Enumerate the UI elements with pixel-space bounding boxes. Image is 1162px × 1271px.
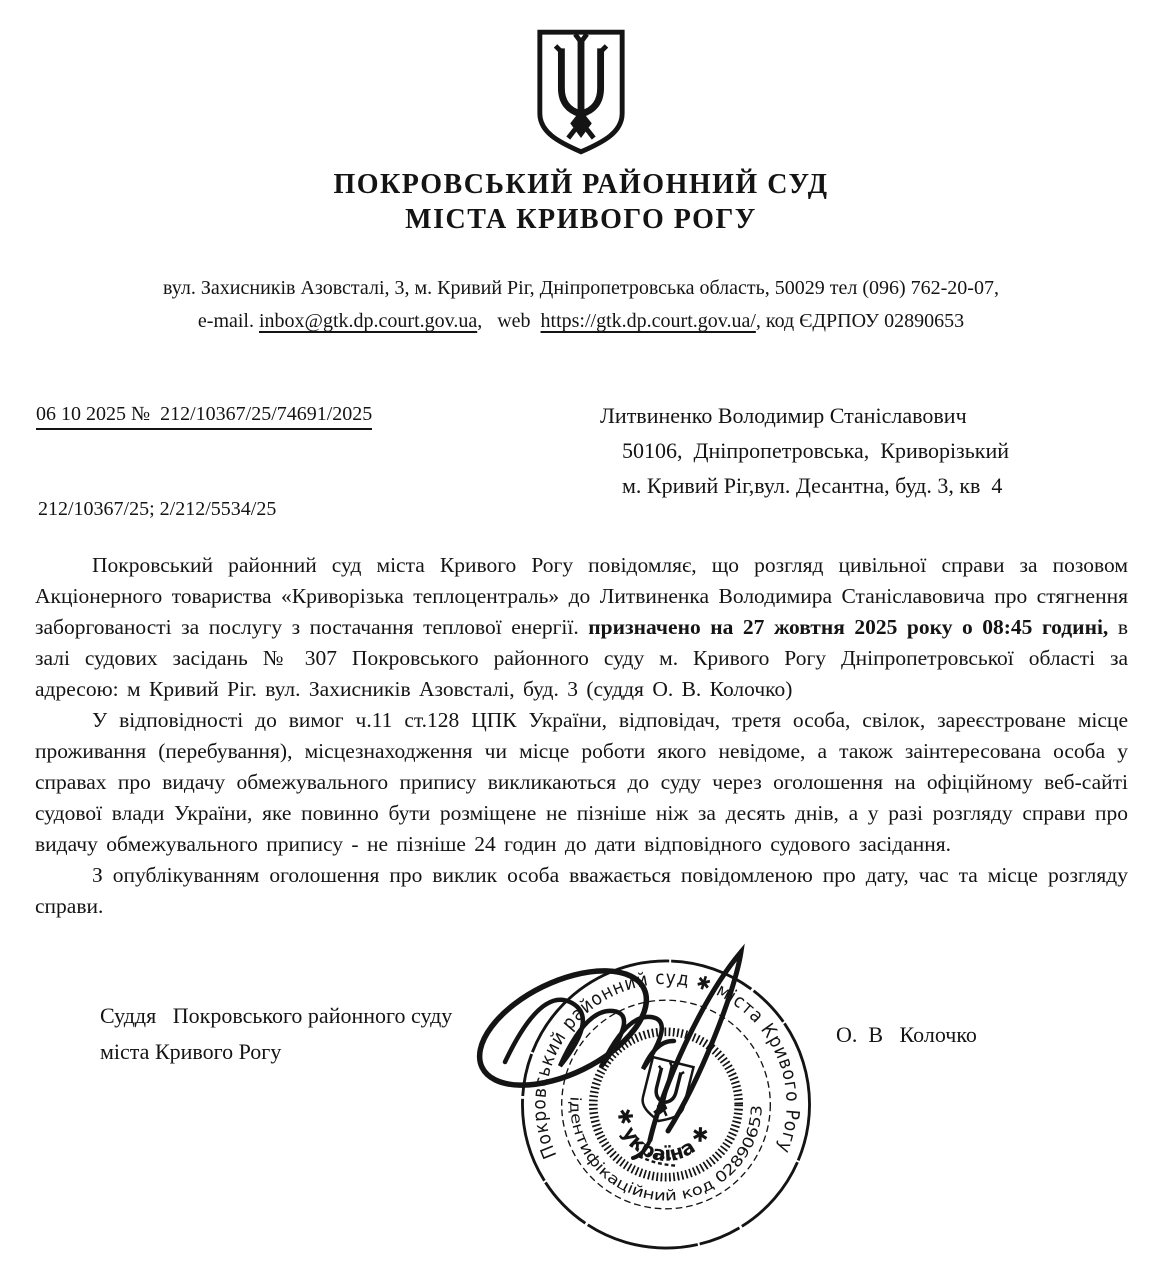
recipient-address: м. Кривий Ріг,вул. Десантна, буд. 3, кв 4 bbox=[622, 473, 1003, 498]
seal-id-code-text: ідентифікаційний код 02890653 bbox=[566, 1095, 766, 1205]
court-name-line2: МІСТА КРИВОГО РОГУ bbox=[405, 204, 757, 235]
seal-shading-marks bbox=[630, 1145, 678, 1166]
recipient-region: 50106, Дніпропетровська, Криворізький bbox=[622, 438, 1010, 463]
p1-text-end: в залі судових засідань № 307 Покровського районного суду м. Кривого Рогу Дніпропетровської області за адресою: м Кривий Ріг. вул. Захисників Азовсталі, буд. 3 (суддя О. В. Колочко) bbox=[35, 615, 1128, 701]
paragraph-cpc-rules: У відповідності до вимог ч.11 ст.128 ЦПК України, відповідач, третя особа, свілок, зареєстроване місце проживання (перебування), місцезнаходження чи місце роботи якого невідоме, а також заінтересована особа у справах про видачу обмежувального припису викликаються до суду через оголошення на офіційному веб-сайті судової влади України, яке повинно бути розміщене не пізніше ніж за десять днів, а у разі розгляду справи про видачу обмежувального припису - не пізніше 24 годин до дати відповідного судового засідання. bbox=[35, 708, 1128, 856]
svg-text:ідентифікаційний код 02890653 bbox=[566, 1096, 766, 1205]
court-seal-stamp bbox=[492, 938, 840, 1271]
web-prefix: , web bbox=[477, 310, 541, 332]
p1-hearing-date-bold: призначено на 27 жовтня 2025 року о 08:45 годині, bbox=[588, 615, 1109, 639]
judge-title-line1: Суддя Покровського районного суду bbox=[100, 1003, 453, 1028]
paragraph-publication-effect: З опублікуванням оголошення про виклик особа вважається повідомленою про дату, час та місце розгляду справи. bbox=[35, 863, 1128, 918]
seal-center-trident bbox=[638, 1057, 693, 1126]
p1-text-start: Покровський районний суд міста Кривого Рогу повідомляє, що розгляд цивільної справи за позовом Акціонерного товариства «Криворізька теплоцентраль» до Литвиненка Володимира Станіславовича про стягнення заборгованості за послугу з постачання теплової енергії. bbox=[35, 553, 1128, 639]
email-address: inbox@gtk.dp.court.gov.ua bbox=[259, 310, 478, 332]
seal-outer-ring-text: Покровський районний суд ✱ міста Кривого Рогу bbox=[529, 967, 803, 1162]
edrpou-code: , код ЄДРПОУ 02890653 bbox=[755, 310, 965, 332]
judge-title-line2: міста Кривого Рогу bbox=[100, 1039, 282, 1064]
ukraine-trident-emblem bbox=[532, 27, 630, 157]
outgoing-date-number: 06 10 2025 № 212/10367/25/74691/2025 bbox=[36, 403, 372, 430]
case-numbers: 212/10367/25; 2/212/5534/25 bbox=[38, 498, 277, 520]
outgoing-ref bbox=[36, 403, 372, 426]
court-contacts-line bbox=[0, 305, 1162, 338]
email-prefix: e-mail. bbox=[197, 310, 259, 332]
website-url: https://gtk.dp.court.gov.ua/ bbox=[540, 310, 756, 332]
paragraph-hearing-notice bbox=[35, 550, 1128, 705]
court-name-line1: ПОКРОВСЬКИЙ РАЙОННИЙ СУД bbox=[333, 169, 829, 200]
judge-title-block bbox=[100, 998, 580, 1070]
recipient-block bbox=[600, 398, 1130, 503]
recipient-name: Литвиненко Володимир Станіславович bbox=[600, 403, 967, 428]
seal-country-text: ✱ україна ✱ bbox=[612, 1107, 716, 1167]
letter-body bbox=[35, 550, 1128, 922]
court-address-line: вул. Захисників Азовсталі, 3, м. Кривий Ріг, Дніпропетровська область, 50029 тел (096) 762-20-07, bbox=[163, 277, 999, 299]
svg-text:✱ україна ✱ bbox=[613, 1107, 716, 1166]
judge-name: О. В Колочко bbox=[836, 1022, 977, 1047]
